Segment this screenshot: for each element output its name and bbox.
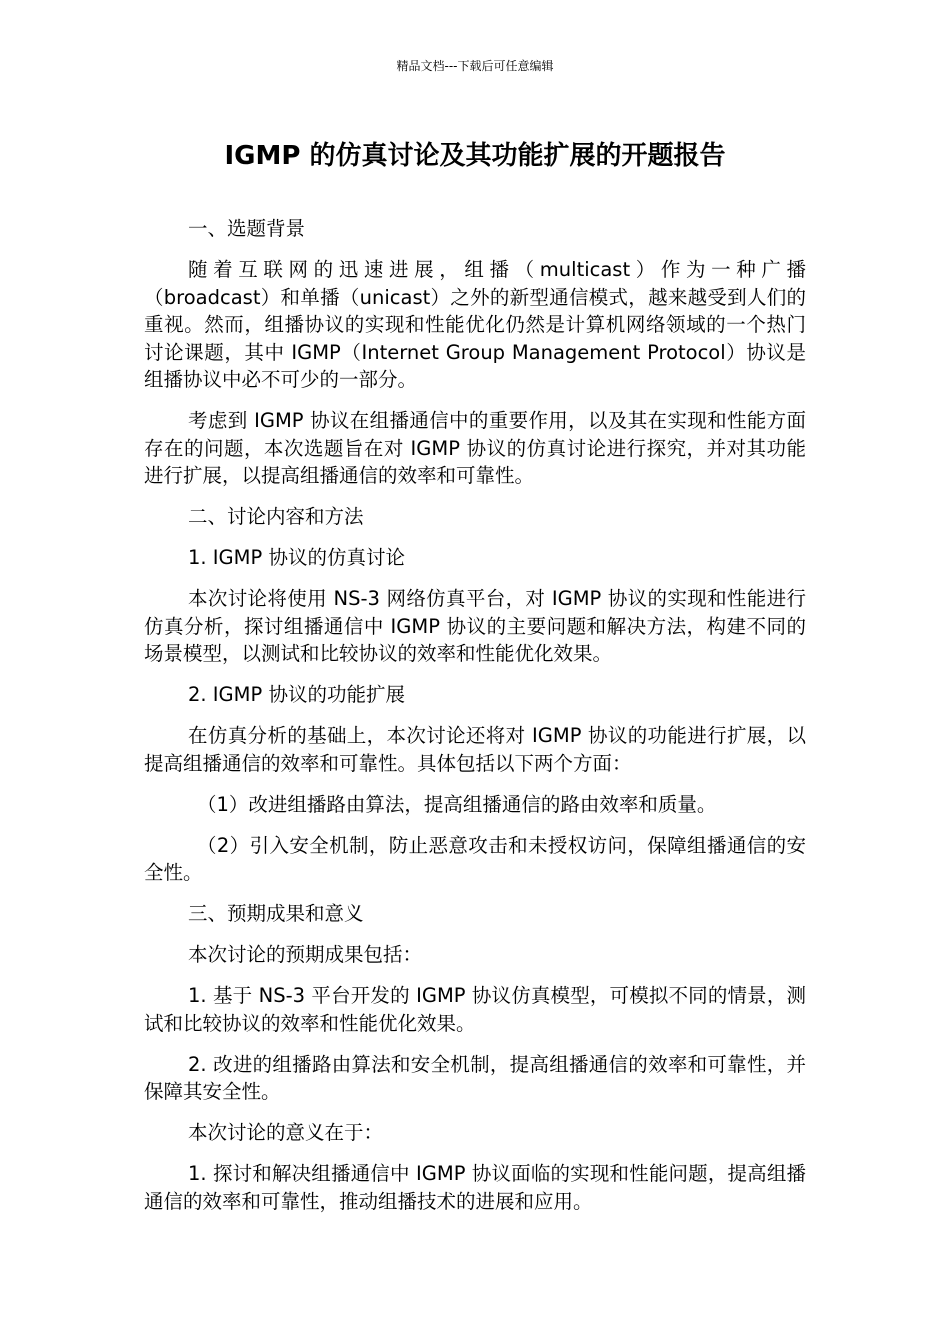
document-title: IGMP 的仿真讨论及其功能扩展的开题报告 — [224, 141, 726, 171]
subheading-simulation: 1. IGMP 协议的仿真讨论 — [188, 546, 405, 569]
list-item-security: （2）引入安全机制，防止恶意攻击和未授权访问，保障组播通信的安全性。 — [144, 833, 806, 884]
section-heading-content-method: 二、讨论内容和方法 — [188, 505, 364, 528]
paragraph-background-intro: 随着互联网的迅速进展，组播（multicast）作为一种广播（broadcast）和单播（unicast）之外的新型通信模式，越来越受到人们的重视。然而，组播协议的实现和性能优化仍然是计算机网络领域的一个热门讨论课题，其中 IGMP（Internet Group Management Protocol）协议是组播协议中必不可少的一部分。 — [144, 258, 806, 391]
section-heading-outcomes: 三、预期成果和意义 — [188, 902, 364, 925]
document-body — [144, 215, 806, 1229]
list-item-outcome-model: 1. 基于 NS-3 平台开发的 IGMP 协议仿真模型，可模拟不同的情景，测试和比较协议的效率和性能优化效果。 — [144, 984, 806, 1035]
list-item-outcome-algorithm: 2. 改进的组播路由算法和安全机制，提高组播通信的效率和可靠性，并保障其安全性。 — [144, 1052, 806, 1103]
paragraph-significance-intro: 本次讨论的意义在于： — [188, 1121, 384, 1144]
list-item-routing: （1）改进组播路由算法，提高组播通信的路由效率和质量。 — [197, 792, 717, 816]
list-item-significance: 1. 探讨和解决组播通信中 IGMP 协议面临的实现和性能问题，提高组播通信的效率和可靠性，推动组播技术的进展和应用。 — [144, 1162, 806, 1213]
page-header: 精品文档---下载后可任意编辑 — [396, 59, 554, 73]
paragraph-simulation: 本次讨论将使用 NS-3 网络仿真平台，对 IGMP 协议的实现和性能进行仿真分析，探讨组播通信中 IGMP 协议的主要问题和解决方法，构建不同的场景模型，以测试和比较协议的效率和性能优化效果。 — [144, 587, 806, 665]
paragraph-outcomes-intro: 本次讨论的预期成果包括： — [188, 943, 423, 966]
paragraph-topic-purpose: 考虑到 IGMP 协议在组播通信中的重要作用，以及其在实现和性能方面存在的问题，本次选题旨在对 IGMP 协议的仿真讨论进行探究，并对其功能进行扩展，以提高组播通信的效率和可靠性。 — [144, 409, 806, 487]
subheading-extension: 2. IGMP 协议的功能扩展 — [188, 683, 405, 706]
paragraph-extension: 在仿真分析的基础上，本次讨论还将对 IGMP 协议的功能进行扩展，以提高组播通信的效率和可靠性。具体包括以下两个方面： — [144, 724, 806, 775]
section-heading-background: 一、选题背景 — [188, 217, 306, 240]
